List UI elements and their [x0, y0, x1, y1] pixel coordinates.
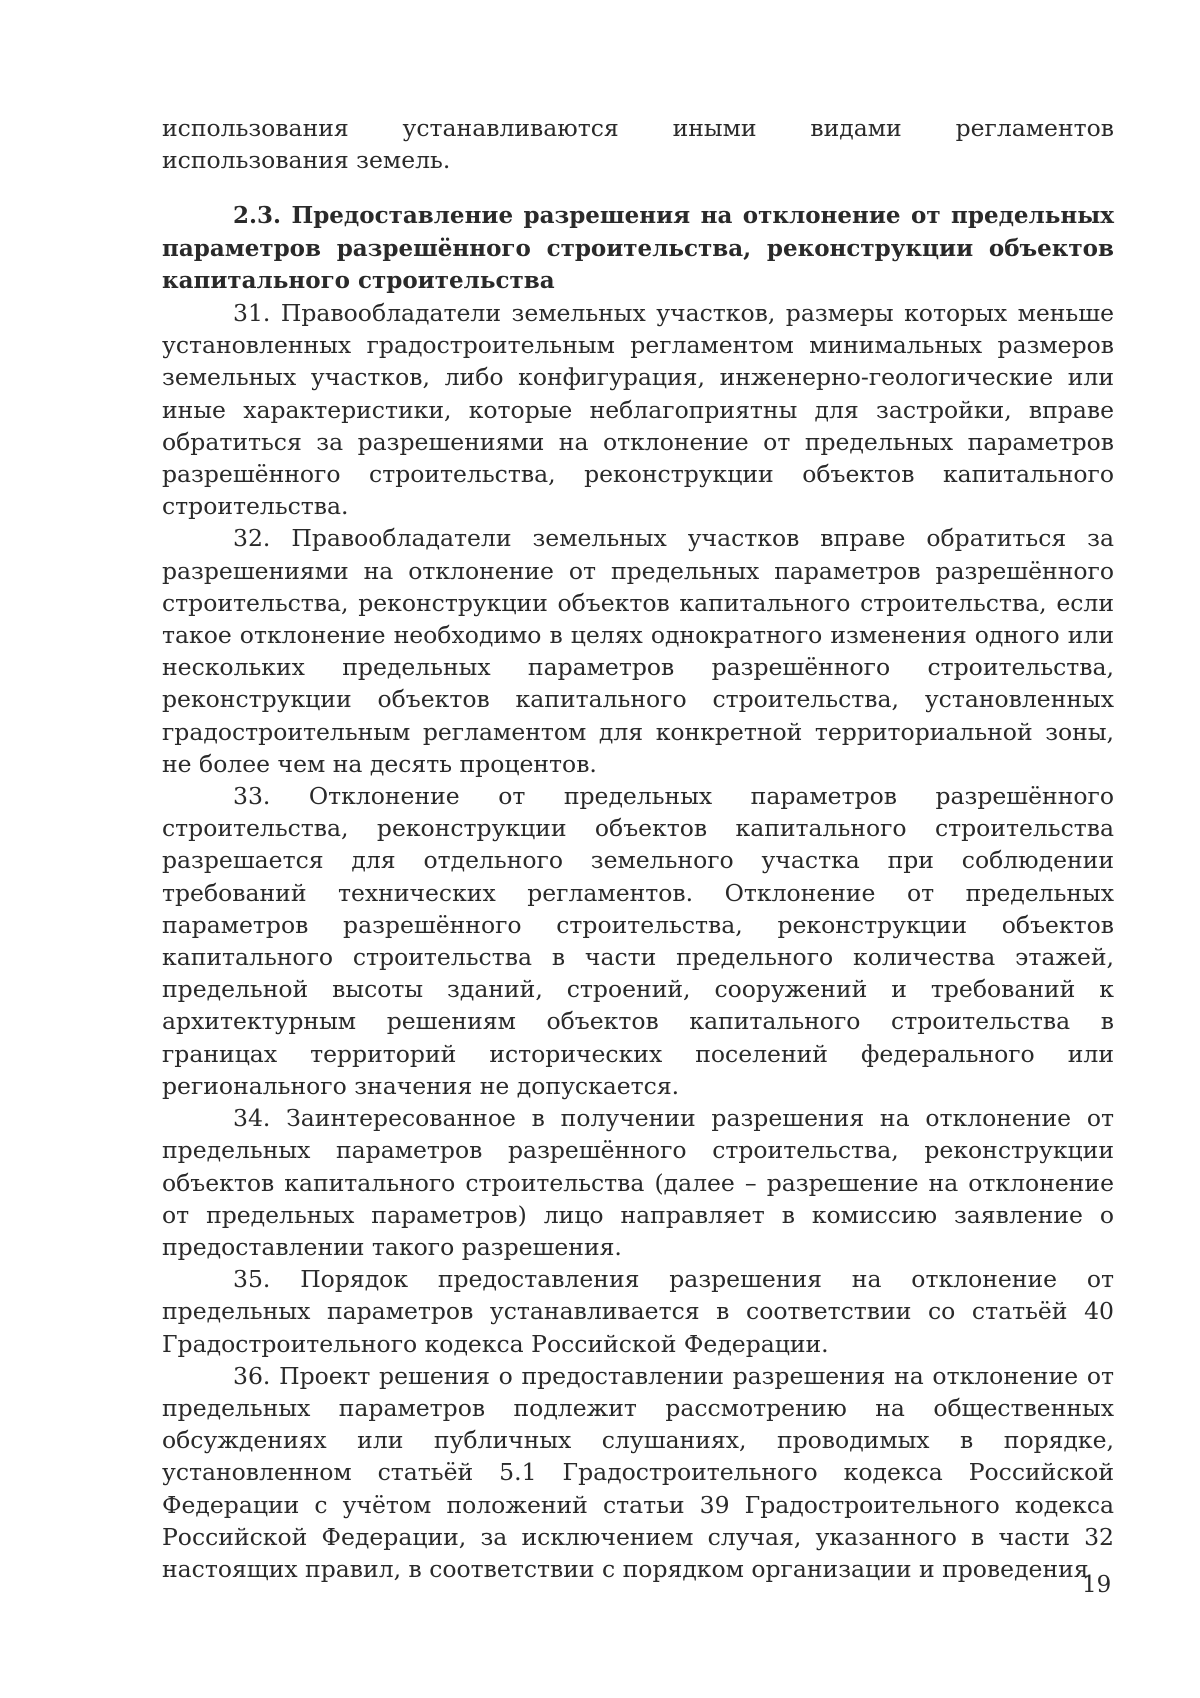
paragraph-35: 35. Порядок предоставления разрешения на отклонение от предельных параметров устанавливается в соответствии со статьёй 40 Градостроительного кодекса Российской Федерации. [162, 1265, 1114, 1358]
page-body [162, 112, 1114, 1585]
paragraph-36: 36. Проект решения о предоставлении разрешения на отклонение от предельных параметров подлежит рассмотрению на общественных обсуждениях или публичных слушаниях, проводимых в порядке, установленном статьёй 5.1 Градостроительного кодекса Российской Федерации с учётом положений статьи 39 Градостроительного кодекса Российской Федерации, за исключением случая, указанного в части 32 настоящих правил, в соответствии с порядком организации и проведения [162, 1361, 1114, 1583]
paragraph-34: 34. Заинтересованное в получении разрешения на отклонение от предельных параметров разрешённого строительства, реконструкции объектов капитального строительства (далее – разрешение на отклонение от предельных параметров) лицо направляет в комиссию заявление о предоставлении такого разрешения. [162, 1104, 1114, 1261]
paragraph-33: 33. Отклонение от предельных параметров разрешённого строительства, реконструкции объектов капитального строительства разрешается для отдельного земельного участка при соблюдении требований технических регламентов. Отклонение от предельных параметров разрешённого строительства, реконструкции объектов капитального строительства в части предельного количества этажей, предельной высоты зданий, строений, сооружений и требований к архитектурным решениям объектов капитального строительства в границах территорий исторических поселений федерального или регионального значения не допускается. [162, 782, 1114, 1100]
intro-paragraph: использования устанавливаются иными видами регламентов использования земель. [162, 114, 1114, 175]
section-heading: 2.3. Предоставление разрешения на отклонение от предельных параметров разрешённого строительства, реконструкции объектов капитального строительства [162, 202, 1114, 294]
paragraph-32: 32. Правообладатели земельных участков вправе обратиться за разрешениями на отклонение от предельных параметров разрешённого строительства, реконструкции объектов капитального строительства, если такое отклонение необходимо в целях однократного изменения одного или нескольких предельных параметров разрешённого строительства, реконструкции объектов капитального строительства, установленных градостроительным регламентом для конкретной территориальной зоны, не более чем на десять процентов. [162, 524, 1114, 778]
page-number: 19 [1082, 1572, 1112, 1598]
paragraph-31: 31. Правообладатели земельных участков, размеры которых меньше установленных градостроительным регламентом минимальных размеров земельных участков, либо конфигурация, инженерно-геологические или иные характеристики, которые неблагоприятны для застройки, вправе обратиться за разрешениями на отклонение от предельных параметров разрешённого строительства, реконструкции объектов капитального строительства. [162, 299, 1114, 521]
